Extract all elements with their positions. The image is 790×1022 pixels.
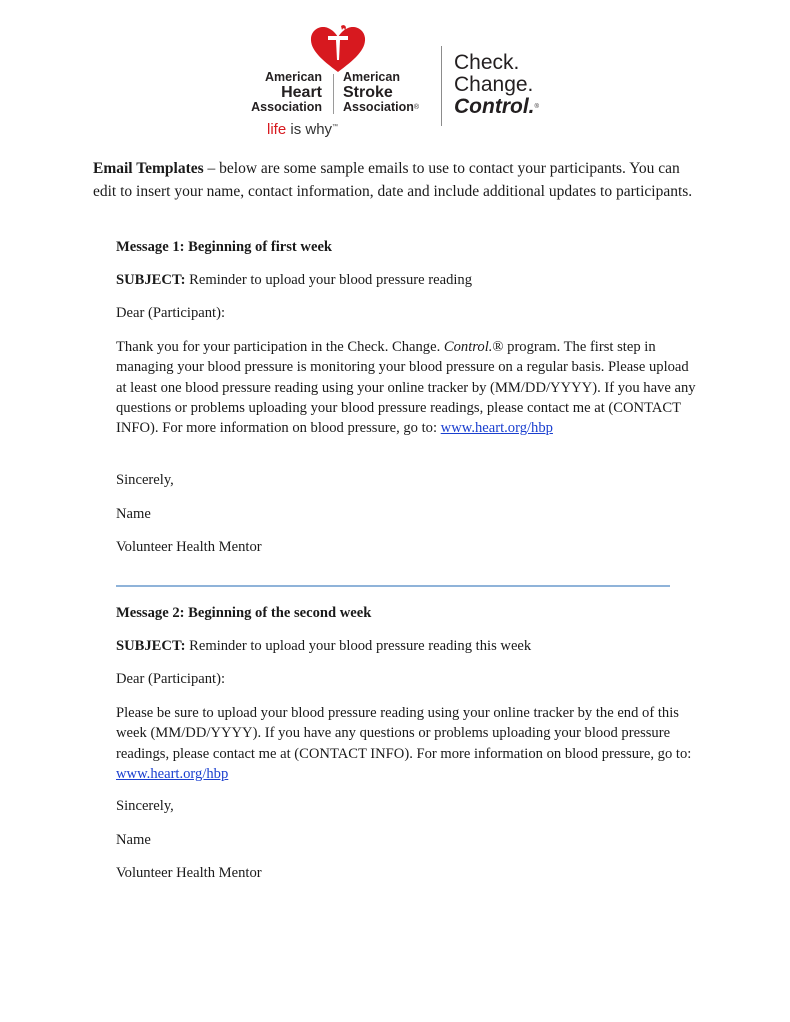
intro-paragraph: Email Templates – below are some sample emails to use to contact your participants. You can edit to insert your name, contact information, date and include additional updates to participants. <box>93 160 693 200</box>
heart-org-link[interactable]: www.heart.org/hbp <box>440 420 553 437</box>
message2-subject: SUBJECT: Reminder to upload your blood pressure reading this week <box>116 638 532 654</box>
check-change-control-logo: Check. Change. Control.® <box>454 51 539 118</box>
message1-body: Thank you for your participation in the Check. Change. Control.® program. The first step in managing your blood pressure is monitoring your blood pressure on a regular basis. Please upload at least one blood pressure reading using your online tracker by (MM/DD/YYYY). If you have any questions or problems uploading your blood pressure readings, please contact me at (CONTACT INFO). For more information on blood pressure, go to: www.heart.org/hbp <box>116 339 696 437</box>
section-divider <box>116 585 670 587</box>
message2-heading: Message 2: Beginning of the second week <box>116 605 372 621</box>
heart-org-link-2[interactable]: www.heart.org/hbp <box>116 765 229 782</box>
message1-closing: Sincerely, <box>116 472 174 488</box>
message1-name: Name <box>116 506 151 522</box>
program-logo-divider <box>441 46 442 126</box>
message1-greeting: Dear (Participant): <box>116 305 225 321</box>
message2-title: Volunteer Health Mentor <box>116 865 262 881</box>
message1-title: Volunteer Health Mentor <box>116 539 262 555</box>
tagline: life is why™ <box>267 121 339 138</box>
asa-logo-text: American Stroke Association® <box>343 70 420 114</box>
message2-greeting: Dear (Participant): <box>116 671 225 687</box>
aha-logo-text: American Heart Association <box>251 70 322 114</box>
message2-body: Please be sure to upload your blood pressure reading using your online tracker by the end of this week (MM/DD/YYYY). If you have any questions or problems uploading your blood pressure readings, please contact me at (CONTACT INFO). For more information on blood pressure, go to: www.heart.org/hbp <box>116 705 692 782</box>
logo-divider <box>333 74 334 114</box>
intro-title: Email Templates <box>93 160 204 177</box>
message2-name: Name <box>116 832 151 848</box>
message1-subject: SUBJECT: Reminder to upload your blood pressure reading <box>116 272 473 288</box>
message1-heading: Message 1: Beginning of first week <box>116 239 333 255</box>
message2-closing: Sincerely, <box>116 798 174 814</box>
